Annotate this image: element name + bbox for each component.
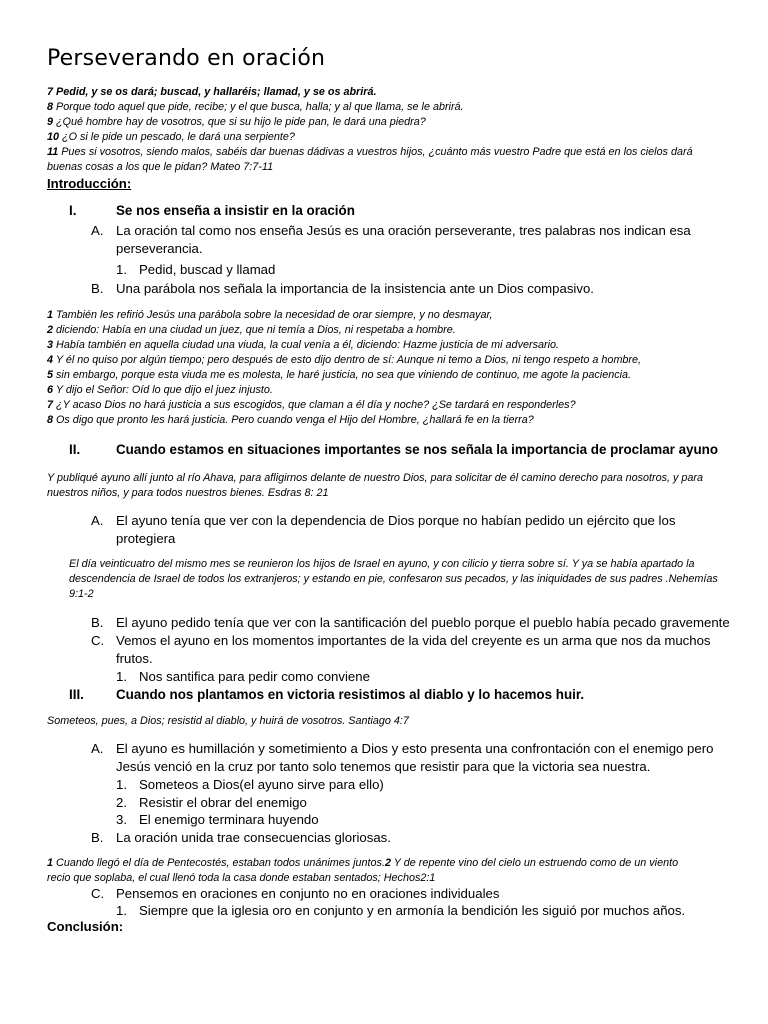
verse-line: 1 También les refirió Jesús una parábola sobre la necesidad de orar siempre, y no desmayar, bbox=[47, 309, 493, 321]
item-label: A. bbox=[91, 741, 104, 756]
subitem-label: 3. bbox=[116, 812, 127, 827]
verse-text: Y publiqué ayuno allí junto al río Ahava, para afligirnos delante de nuestro Dios, para solicitar de él camino derecho para nosotros, y para nuestros niños, y para todos nuestros bienes. Esdras 8: 21 bbox=[47, 472, 704, 499]
document-title: Perseverando en oración bbox=[47, 46, 326, 71]
luke-verses bbox=[47, 308, 727, 428]
section-number: III. bbox=[69, 687, 84, 702]
subitem-label: 1. bbox=[116, 669, 127, 684]
verse-line: 8 Porque todo aquel que pide, recibe; y el que busca, halla; y al que llama, se le abrirá. bbox=[47, 101, 464, 113]
verse-block bbox=[47, 471, 727, 501]
item-text: El ayuno es humillación y sometimiento a Dios y esto presenta una confrontación con el enemigo pero Jesús venció en la cruz por tanto solo tenemos que resistir para que la victoria sea nuestra. bbox=[116, 741, 714, 774]
item-label: A. bbox=[91, 513, 104, 528]
section-number: II. bbox=[69, 442, 81, 457]
item-label: B. bbox=[91, 615, 104, 630]
item-label: B. bbox=[91, 281, 104, 296]
item-text: Vemos el ayuno en los momentos importantes de la vida del creyente es un arma que nos da muchos frutos. bbox=[116, 633, 711, 666]
verse-block bbox=[47, 714, 727, 729]
verse-line: 9 ¿Qué hombre hay de vosotros, que si su hijo le pide pan, le dará una piedra? bbox=[47, 116, 426, 128]
item-text: Pensemos en oraciones en conjunto no en oraciones individuales bbox=[116, 886, 500, 901]
verse-text: El día veinticuatro del mismo mes se reunieron los hijos de Israel en ayuno, y con cilicio y tierra sobre sí. Y ya se había apartado la descendencia de Israel de todos los extranjeros; y estando en pie, confesaron sus pecados, y las iniquidades de sus padres .Nehemías 9:1-2 bbox=[69, 558, 718, 600]
subitem-text: Pedid, buscad y llamad bbox=[139, 262, 276, 277]
verse-line: 7 Pedid, y se os dará; buscad, y hallaréis; llamad, y se os abrirá. bbox=[47, 86, 377, 98]
item-text: Una parábola nos señala la importancia de la insistencia ante un Dios compasivo. bbox=[116, 281, 594, 296]
verse-line: 8 Os digo que pronto les hará justicia. Pero cuando venga el Hijo del Hombre, ¿hallará fe en la tierra? bbox=[47, 414, 534, 426]
verse-line: 2 diciendo: Había en una ciudad un juez, que ni temía a Dios, ni respetaba a hombre. bbox=[47, 324, 456, 336]
section-heading: Se nos enseña a insistir en la oración bbox=[116, 203, 355, 218]
verse-line: 3 Había también en aquella ciudad una viuda, la cual venía a él, diciendo: Hazme justicia de mi adversario. bbox=[47, 339, 559, 351]
subitem-label: 1. bbox=[116, 903, 127, 918]
verse-line: 7 ¿Y acaso Dios no hará justicia a sus escogidos, que claman a él día y noche? ¿Se tardará en responderles? bbox=[47, 399, 576, 411]
verse-block bbox=[69, 557, 727, 602]
item-text: La oración tal como nos enseña Jesús es una oración perseverante, tres palabras nos indican esa perseverancia. bbox=[116, 223, 691, 256]
verse-line: 5 sin embargo, porque esta viuda me es molesta, le haré justicia, no sea que viniendo de continuo, me agote la paciencia. bbox=[47, 369, 632, 381]
verse-line: 11 Pues si vosotros, siendo malos, sabéis dar buenas dádivas a vuestros hijos, ¿cuánto más vuestro Padre que está en los cielos dará buenas cosas a los que le pidan? Mateo 7:7-11 bbox=[47, 146, 693, 173]
section-heading: Cuando estamos en situaciones importantes se nos señala la importancia de proclamar ayuno bbox=[116, 442, 719, 457]
subitem-text: Someteos a Dios(el ayuno sirve para ello) bbox=[139, 777, 384, 792]
verse-line: 4 Y él no quiso por algún tiempo; pero después de esto dijo dentro de sí: Aunque ni temo a Dios, ni tengo respeto a hombre, bbox=[47, 354, 642, 366]
subitem-label: 2. bbox=[116, 795, 127, 810]
item-label: A. bbox=[91, 223, 104, 238]
verse-text: Someteos, pues, a Dios; resistid al diablo, y huirá de vosotros. Santiago 4:7 bbox=[47, 715, 409, 727]
item-label: B. bbox=[91, 830, 104, 845]
introduction-label: Introducción: bbox=[47, 176, 132, 191]
subitem-text: Siempre que la iglesia oro en conjunto y en armonía la bendición les siguió por muchos años. bbox=[139, 903, 686, 918]
item-label: C. bbox=[91, 633, 105, 648]
subitem-text: Nos santifica para pedir como conviene bbox=[139, 669, 370, 684]
section-heading: Cuando nos plantamos en victoria resistimos al diablo y lo hacemos huir. bbox=[116, 687, 585, 702]
section-number: I. bbox=[69, 203, 77, 218]
item-text: El ayuno pedido tenía que ver con la santificación del pueblo porque el pueblo había pecado gravemente bbox=[116, 615, 730, 630]
verse-line: 10 ¿O si le pide un pescado, le dará una serpiente? bbox=[47, 131, 295, 143]
intro-verses bbox=[47, 85, 727, 175]
subitem-text: Resistir el obrar del enemigo bbox=[139, 795, 307, 810]
verse-line: 6 Y dijo el Señor: Oíd lo que dijo el juez injusto. bbox=[47, 384, 273, 396]
subitem-label: 1. bbox=[116, 262, 127, 277]
acts-verses bbox=[47, 856, 697, 886]
item-text: La oración unida trae consecuencias gloriosas. bbox=[116, 830, 391, 845]
subitem-label: 1. bbox=[116, 777, 127, 792]
item-text: El ayuno tenía que ver con la dependencia de Dios porque no habían pedido un ejército que los protegiera bbox=[116, 513, 676, 546]
verse-text: 1 Cuando llegó el día de Pentecostés, estaban todos unánimes juntos.2 Y de repente vino del cielo un estruendo como de un viento recio que soplaba, el cual llenó toda la casa donde estaban sentados; Hechos2:1 bbox=[47, 857, 679, 884]
item-label: C. bbox=[91, 886, 105, 901]
conclusion-label: Conclusión: bbox=[47, 919, 124, 934]
subitem-text: El enemigo terminara huyendo bbox=[139, 812, 319, 827]
